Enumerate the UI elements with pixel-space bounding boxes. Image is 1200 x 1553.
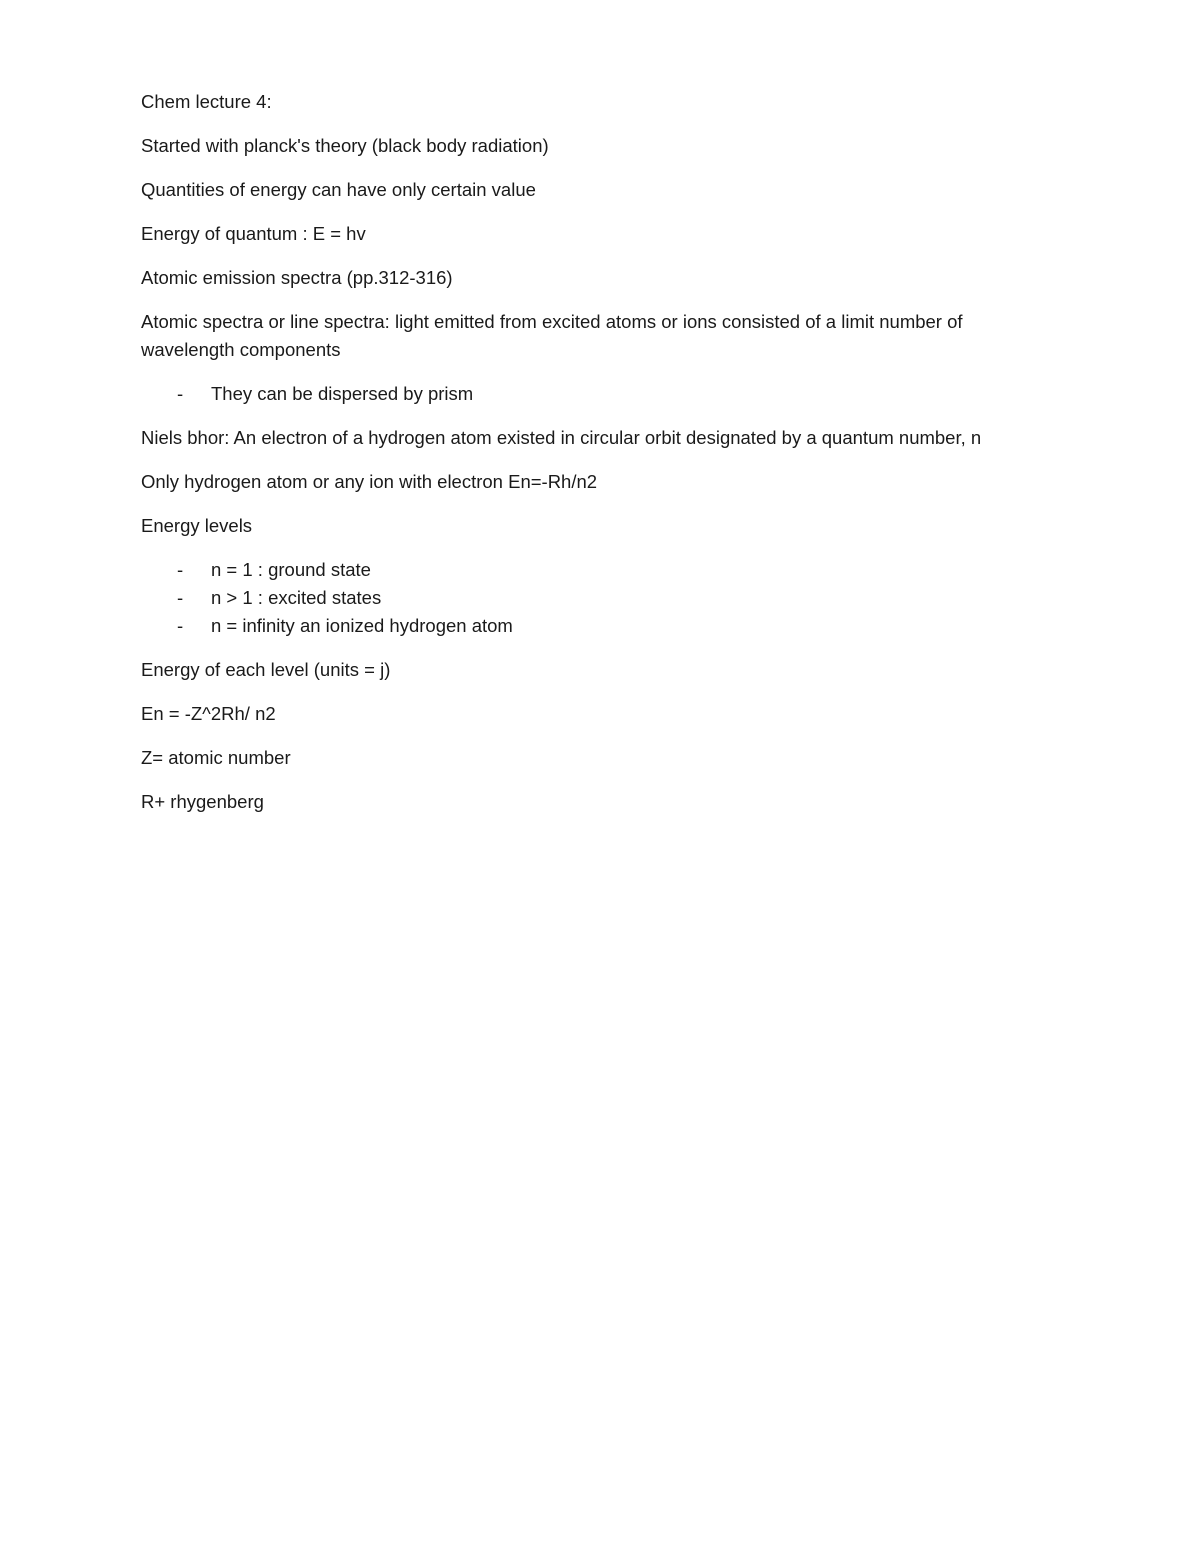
text-line: Z= atomic number xyxy=(141,747,291,768)
text-line: En = -Z^2Rh/ n2 xyxy=(141,703,276,724)
document-title: Chem lecture 4: xyxy=(141,91,272,112)
text-line: Atomic spectra or line spectra: light emitted from excited atoms or ions consisted of a limit number of wavelength components xyxy=(141,311,963,360)
dash-bullet: - xyxy=(177,615,184,636)
text-line: Energy of each level (units = j) xyxy=(141,659,391,680)
text-line: Niels bhor: An electron of a hydrogen atom existed in circular orbit designated by a quantum number, n xyxy=(141,427,982,448)
text-line: Energy levels xyxy=(141,515,253,536)
text-line: R+ rhygenberg xyxy=(141,791,264,812)
dash-bullet: - xyxy=(177,587,184,608)
text-line: Atomic emission spectra (pp.312-316) xyxy=(141,267,453,288)
list-item xyxy=(141,612,1061,640)
text-line: Only hydrogen atom or any ion with electron En=-Rh/n2 xyxy=(141,471,598,492)
text-line: Started with planck's theory (black body radiation) xyxy=(141,135,549,156)
document-body xyxy=(141,88,1061,832)
list-item-text: n > 1 : excited states xyxy=(211,587,382,608)
text-line: Quantities of energy can have only certain value xyxy=(141,179,536,200)
list-item-text: They can be dispersed by prism xyxy=(211,383,474,404)
bullet-list-spectra xyxy=(141,380,1061,408)
list-item xyxy=(141,584,1061,612)
dash-bullet: - xyxy=(177,559,184,580)
text-line: Energy of quantum : E = hv xyxy=(141,223,366,244)
bullet-list-energy-levels xyxy=(141,556,1061,640)
list-item xyxy=(141,380,1061,408)
list-item xyxy=(141,556,1061,584)
list-item-text: n = 1 : ground state xyxy=(211,559,371,580)
list-item-text: n = infinity an ionized hydrogen atom xyxy=(211,615,513,636)
dash-bullet: - xyxy=(177,383,184,404)
